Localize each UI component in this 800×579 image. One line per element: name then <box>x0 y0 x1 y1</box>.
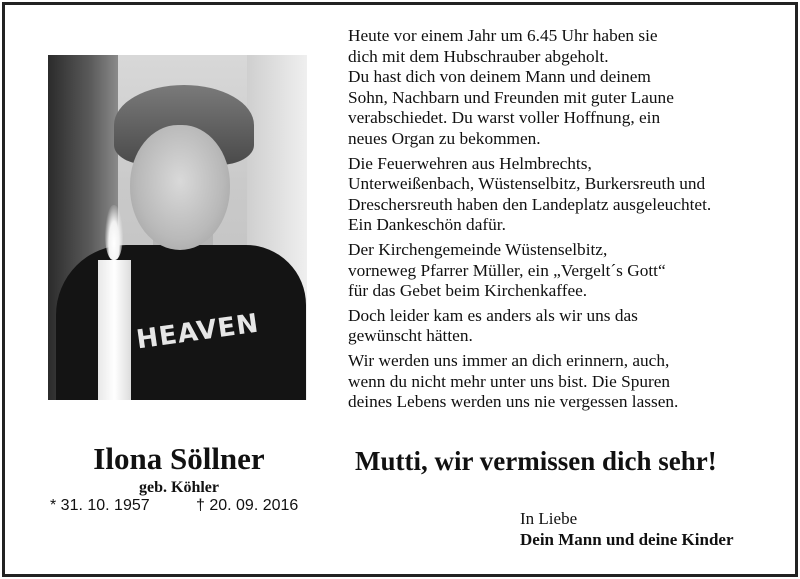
text-line: wenn du nicht mehr unter uns bist. Die Spuren <box>348 371 671 391</box>
text-line: gewünscht hätten. <box>348 326 473 346</box>
candle-icon <box>98 260 131 400</box>
headline: Mutti, wir vermissen dich sehr! <box>355 446 717 476</box>
maiden-name: geb. Köhler <box>139 479 219 496</box>
text-line: Du hast dich von deinem Mann und deinem <box>348 67 651 87</box>
text-line: neues Organ zu bekommen. <box>348 128 541 148</box>
paragraph <box>348 26 768 150</box>
paragraph <box>348 240 768 302</box>
closing-greeting: In Liebe <box>520 509 578 528</box>
text-line: Unterweißenbach, Wüstenselbitz, Burkersreuth und <box>348 174 706 194</box>
text-line: Die Feuerwehren aus Helmbrechts, <box>348 153 592 173</box>
text-line: Doch leider kam es anders als wir uns das <box>348 305 638 325</box>
paragraph <box>348 306 768 347</box>
photo-face <box>130 125 230 250</box>
death-date: † 20. 09. 2016 <box>196 497 299 514</box>
text-line: verabschiedet. Du warst voller Hoffnung, ein <box>348 108 661 128</box>
birth-date: * 31. 10. 1957 <box>50 497 150 514</box>
paragraph <box>348 351 768 413</box>
text-line: für das Gebet beim Kirchenkaffee. <box>348 281 588 301</box>
text-line: Sohn, Nachbarn und Freunden mit guter Laune <box>348 87 674 107</box>
text-line: vorneweg Pfarrer Müller, ein „Vergelt´s Gott“ <box>348 260 666 280</box>
memorial-text <box>348 26 768 417</box>
text-line: Heute vor einem Jahr um 6.45 Uhr haben sie <box>348 26 658 45</box>
paragraph <box>348 154 768 236</box>
text-line: Ein Dankeschön dafür. <box>348 215 506 235</box>
shirt-lettering: HEAVEN <box>134 308 262 356</box>
text-line: dich mit dem Hubschrauber abgeholt. <box>348 46 609 66</box>
text-line: Dreschersreuth haben den Landeplatz ausgeleuchtet. <box>348 194 712 214</box>
text-line: Wir werden uns immer an dich erinnern, auch, <box>348 350 670 370</box>
candle-flame-icon <box>105 205 123 260</box>
text-line: deines Lebens werden uns nie vergessen lassen. <box>348 392 679 412</box>
text-line: Der Kirchengemeinde Wüstenselbitz, <box>348 239 608 259</box>
deceased-name: Ilona Söllner <box>93 441 265 476</box>
signature: Dein Mann und deine Kinder <box>520 530 734 549</box>
portrait-photo <box>48 55 307 400</box>
